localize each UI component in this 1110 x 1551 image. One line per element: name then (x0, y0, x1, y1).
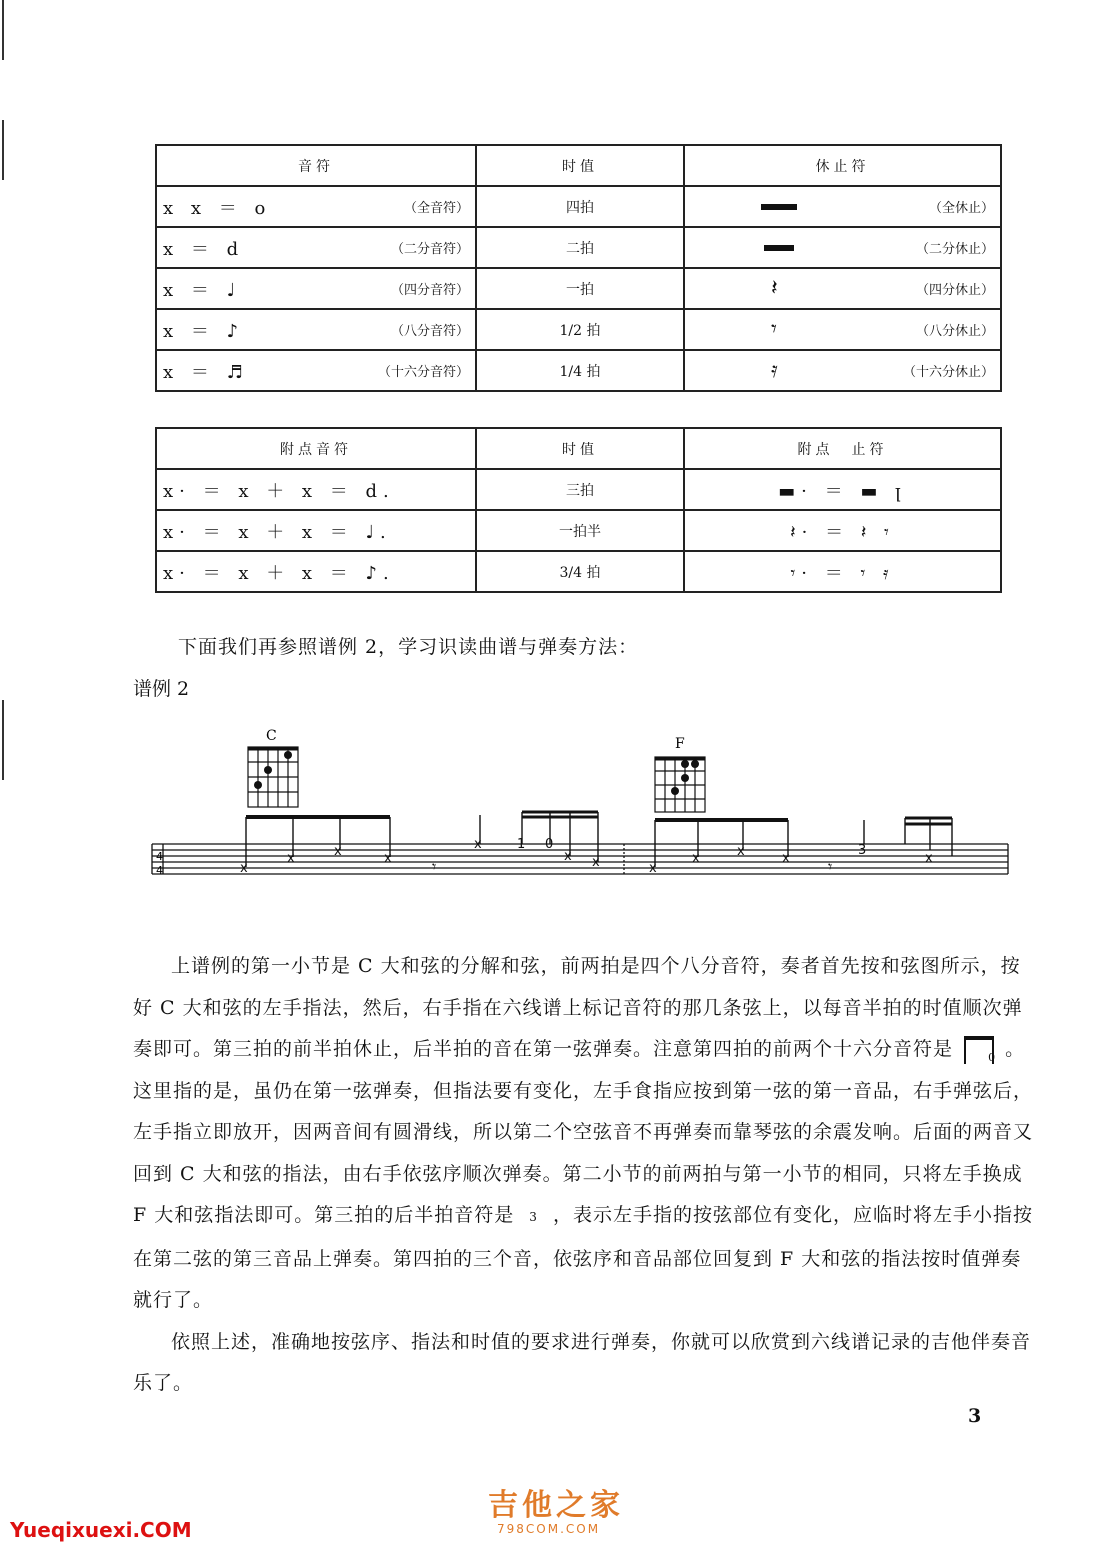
paragraph-part-1: 上谱例的第一小节是 C 大和弦的分解和弦，前两拍是四个八分音符，奏者首先按和弦图所示，按好 C 大和弦的左手指法，然后，右手指在六线谱上标记音符的那几条弦上，以每音半拍的时值顺次弹奏即可。第三拍的前半拍休止，后半拍的音在第一弦弹奏。注意第四拍的前两个十六分音符是 (133, 955, 1023, 1060)
svg-text:x: x (384, 851, 392, 866)
rest-name: （全休止） (928, 201, 994, 216)
dotted-rest: 𝄽· ＝ 𝄽 𝄾 (684, 510, 1001, 551)
dotted-rest: 𝄾· ＝ 𝄾 𝄿 (684, 551, 1001, 592)
table-row (156, 186, 1001, 227)
dotted-formula: x· ＝ x ＋ x ＝ d. (156, 469, 476, 510)
guitar-tab (140, 720, 1020, 900)
dotted-formula: x· ＝ x ＋ x ＝ ♪. (156, 551, 476, 592)
note-value: 二拍 (476, 227, 684, 268)
svg-text:1: 1 (517, 837, 526, 852)
table-row (156, 510, 1001, 551)
table-header-row (156, 428, 1001, 469)
watermark-left-url: Yueqixuexi.COM (10, 1518, 192, 1542)
dotted-value: 一拍半 (476, 510, 684, 551)
header-rest: 休止符 (684, 145, 1001, 186)
note-name: （八分音符） (390, 324, 469, 339)
rest-name: （十六分休止） (902, 365, 994, 380)
binding-mark (2, 700, 4, 780)
table-header-row (156, 145, 1001, 186)
whole-rest-icon (761, 204, 797, 210)
quarter-rest-icon: 𝄽 (771, 276, 778, 301)
header-dotted-note: 附点音符 (156, 428, 476, 469)
note-name: （四分音符） (390, 283, 469, 298)
eighth-rest-icon: 𝄾 (771, 317, 777, 342)
table-row (156, 227, 1001, 268)
dotted-note-table (155, 427, 1002, 593)
svg-text:x: x (782, 851, 790, 866)
dotted-rest: ▬· ＝ ▬ ꞁ (684, 469, 1001, 510)
half-rest-icon (764, 245, 794, 251)
explanation-text (133, 946, 1033, 1405)
svg-text:x: x (692, 851, 700, 866)
inline-mark-three: 3 (529, 1210, 538, 1224)
svg-text:𝄾: 𝄾 (828, 857, 833, 876)
chord-label-f: F (675, 736, 685, 752)
note-value: 一拍 (476, 268, 684, 309)
dotted-formula: x· ＝ x ＋ x ＝ ♩. (156, 510, 476, 551)
header-dotted-rest: 附点 止符 (684, 428, 1001, 469)
svg-text:x: x (474, 837, 482, 852)
binding-mark (2, 120, 4, 180)
note-value: 1/2 拍 (476, 309, 684, 350)
chord-label-c: C (266, 728, 277, 744)
svg-text:x: x (240, 861, 248, 876)
note-value: 1/4 拍 (476, 350, 684, 391)
note-symbol: x x ＝ o (163, 197, 272, 219)
example-label: 谱例 2 (133, 678, 190, 700)
svg-text:x: x (649, 861, 657, 876)
watermark-site: 798COM.COM (497, 1522, 601, 1536)
note-name: （全音符） (403, 201, 469, 216)
note-value: 四拍 (476, 186, 684, 227)
note-symbol: x ＝ ♩ (163, 279, 242, 301)
measure-2-notes (649, 818, 952, 876)
rest-name: （四分休止） (915, 283, 994, 298)
header-value: 时值 (476, 145, 684, 186)
table-row (156, 551, 1001, 592)
time-signature-bottom: 4 (156, 864, 163, 877)
note-symbol: x ＝ ♪ (163, 320, 245, 342)
sixteenth-rest-icon: 𝄿 (771, 358, 778, 383)
svg-text:x: x (334, 844, 342, 859)
svg-text:x: x (925, 851, 933, 866)
tab-staff (152, 844, 1008, 874)
note-name: （十六分音符） (377, 365, 469, 380)
note-symbol: x ＝ ♬ (163, 361, 249, 383)
paragraph (133, 946, 1033, 1322)
svg-text:x: x (287, 851, 295, 866)
binding-mark (2, 0, 4, 60)
table-row (156, 469, 1001, 510)
rest-name: （八分休止） (915, 324, 994, 339)
paragraph-part-2: 。这里指的是，虽仍在第一弦弹奏，但指法要有变化，左手食指应按到第一弦的第一音品，右手弹弦后，左手指立即放开，因两音间有圆滑线，所以第二个空弦音不再弹奏而靠琴弦的余震发响。后面的两音又回到 C 大和弦的指法，由右手依弦序顺次弹奏。第二小节的前两拍与第一小节的相同，只将左手换成 F 大和弦指法即可。第三拍的后半拍音符是 (133, 1038, 1034, 1226)
rest-name: （二分休止） (915, 242, 994, 257)
dotted-value: 3/4 拍 (476, 551, 684, 592)
dotted-value: 三拍 (476, 469, 684, 510)
header-note: 音符 (156, 145, 476, 186)
svg-text:0: 0 (545, 837, 554, 852)
table-row (156, 350, 1001, 391)
time-signature-top: 4 (156, 850, 163, 863)
sixteenth-slur-icon (964, 1036, 997, 1064)
note-name: （二分音符） (390, 242, 469, 257)
note-table (155, 144, 1002, 392)
svg-text:3: 3 (858, 843, 867, 858)
watermark-title: 吉他之家 (488, 1488, 624, 1523)
svg-text:𝄾: 𝄾 (432, 857, 437, 876)
svg-text:x: x (592, 855, 600, 870)
svg-text:x: x (564, 849, 572, 864)
note-symbol: x ＝ d (163, 238, 245, 260)
header-value: 时值 (476, 428, 684, 469)
paragraph-part-3: ，表示左手指的按弦部位有变化，应临时将左手小指按在第二弦的第三音品上弹奏。第四拍的三个音，依弦序和音品部位回复到 F 大和弦的指法按时值弹奏就行了。 (133, 1204, 1033, 1311)
paragraph: 依照上述，准确地按弦序、指法和时值的要求进行弹奏，你就可以欣赏到六线谱记录的吉他伴奏音乐了。 (133, 1330, 1032, 1394)
chord-c-dots (254, 751, 292, 789)
table-row (156, 268, 1001, 309)
inline-mark-zero: 0 (988, 1050, 997, 1064)
table-row (156, 309, 1001, 350)
svg-text:x: x (737, 844, 745, 859)
intro-text: 下面我们再参照谱例 2，学习识读曲谱与弹奏方法： (178, 636, 639, 658)
page-number: 3 (968, 1405, 982, 1427)
